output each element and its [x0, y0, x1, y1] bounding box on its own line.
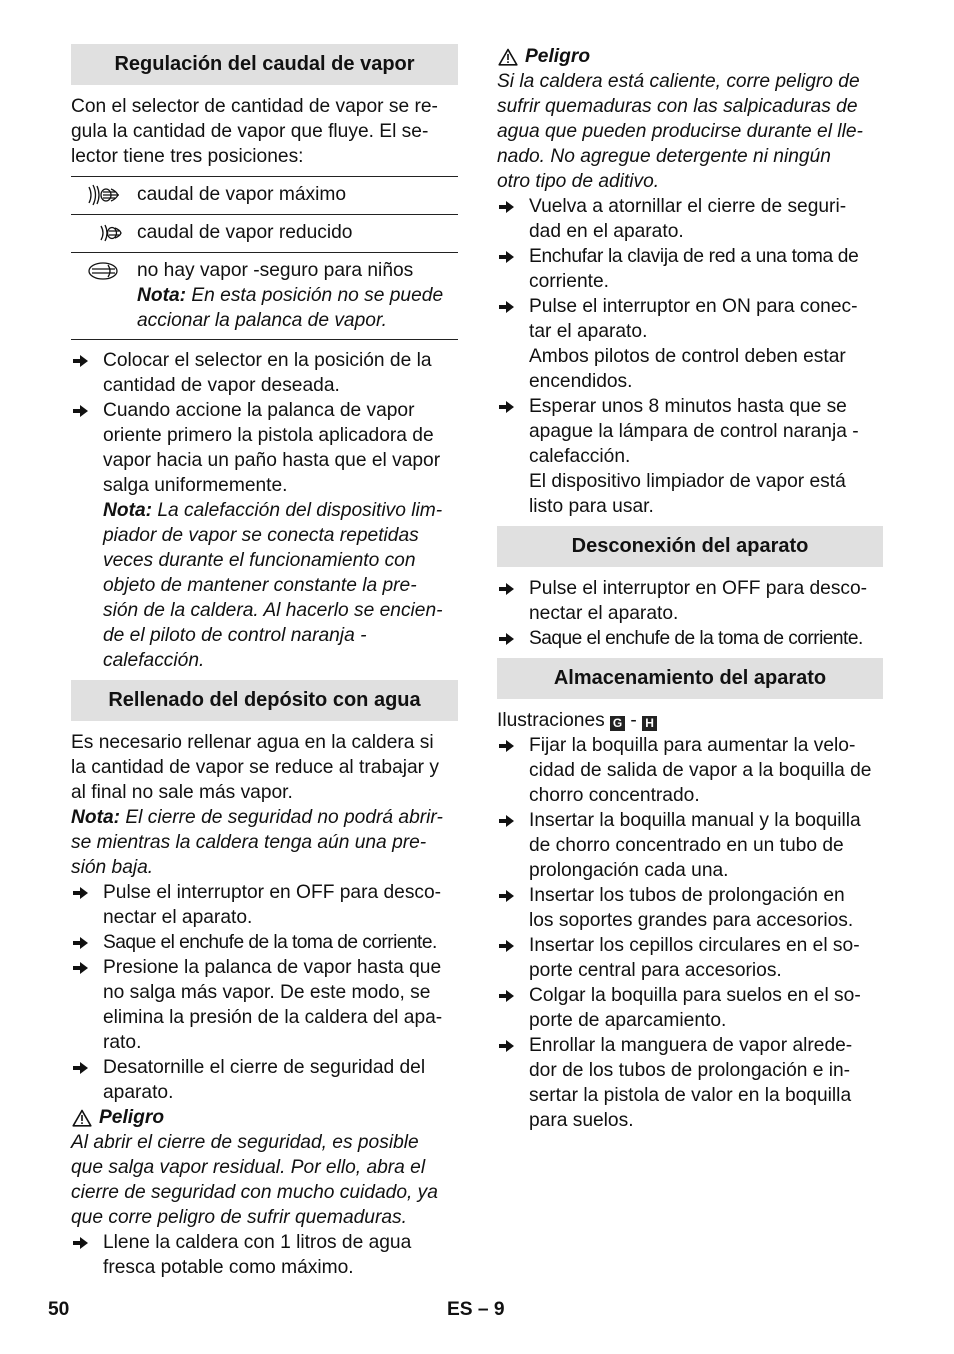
table-row	[71, 177, 458, 215]
list-item: Vuelva a atornillar el cierre de seguri- dad en el aparato.	[497, 194, 883, 244]
arrow-right-icon	[73, 886, 89, 900]
arrow-right-icon	[73, 404, 89, 418]
note: Nota: El cierre de seguridad no podrá abrir- se mientras la caldera tenga aún una pre- sión baja.	[71, 807, 443, 878]
list-item: Saque el enchufe de la toma de corriente.	[497, 626, 883, 651]
danger-heading: Peligro	[71, 1105, 458, 1130]
list-item: Enrollar la manguera de vapor alrede- dor de los tubos de prolongación e in- sertar la pistola de valor en la boquilla para suelos.	[497, 1033, 883, 1133]
left-column	[71, 44, 458, 1280]
section-heading: Desconexión del aparato	[497, 526, 883, 567]
note-label: Nota:	[137, 285, 187, 306]
arrow-right-icon	[499, 400, 515, 414]
list-item: Cuando accione la palanca de vapor oriente primero la pistola aplicadora de vapor hacia un paño hasta que el vapor salga uniformemente.	[71, 398, 458, 498]
list-item: Saque el enchufe de la toma de corriente.	[71, 930, 458, 955]
note: Nota: La calefacción del dispositivo lim- piador de vapor se conecta repetidas veces durante el funcionamiento con objeto de mantener constante la pre- sión de la caldera. Al hacerlo se encien- de el piloto de control naranja - calefacción.	[103, 500, 443, 671]
steam-settings-table	[71, 176, 458, 340]
arrow-right-icon	[499, 582, 515, 596]
danger-text: Al abrir el cierre de seguridad, es posible que salga vapor residual. Por ello, abra el cierre de seguridad con mucho cuidado, ya que corre peligro de sufrir quemaduras.	[71, 1132, 438, 1228]
arrow-right-icon	[73, 961, 89, 975]
danger-text: Si la caldera está caliente, corre peligro de sufrir quemaduras con las salpicaduras de agua que pueden producirse durante el lle- nado. No agregue detergente ni ningún otro tipo de aditivo.	[497, 71, 863, 192]
arrow-right-icon	[499, 1039, 515, 1053]
list-item: Insertar la boquilla manual y la boquilla de chorro concentrado en un tubo de prolongación cada una.	[497, 808, 883, 883]
paragraph: Con el selector de cantidad de vapor se re- gula la cantidad de vapor que fluye. El se- lector tiene tres posiciones:	[71, 96, 438, 167]
illustrations-ref: Ilustraciones G - H	[497, 708, 883, 733]
danger-heading: Peligro	[497, 44, 883, 69]
table-cell: caudal de vapor máximo	[137, 177, 458, 215]
list-item: Pulse el interruptor en OFF para desco- nectar el aparato.	[71, 880, 458, 930]
section-page-label: ES – 9	[447, 1299, 505, 1320]
warning-triangle-icon	[72, 1109, 92, 1127]
steam-reduced-icon	[71, 215, 137, 253]
arrow-right-icon	[499, 632, 515, 646]
warning-triangle-icon	[498, 48, 518, 66]
paragraph: Es necesario rellenar agua en la caldera si la cantidad de vapor se reduce al trabajar y al final no sale más vapor.	[71, 732, 439, 803]
steam-max-icon	[71, 177, 137, 215]
list-item: Presione la palanca de vapor hasta que no salga más vapor. De este modo, se elimina la presión de la caldera del apa- rato.	[71, 955, 458, 1055]
section-heading: Almacenamiento del aparato	[497, 658, 883, 699]
list-item: Colgar la boquilla para suelos en el so- porte de aparcamiento.	[497, 983, 883, 1033]
arrow-right-icon	[73, 1061, 89, 1075]
arrow-right-icon	[499, 814, 515, 828]
arrow-right-icon	[73, 936, 89, 950]
note-label: Nota:	[71, 807, 121, 828]
list-item: Desatornille el cierre de seguridad del aparato.	[71, 1055, 458, 1105]
section-heading: Regulación del caudal de vapor	[71, 44, 458, 85]
arrow-right-icon	[73, 354, 89, 368]
list-item: Llene la caldera con 1 litros de agua fresca potable como máximo.	[71, 1230, 458, 1280]
steam-off-icon	[71, 253, 137, 340]
table-row	[71, 215, 458, 253]
arrow-right-icon	[499, 300, 515, 314]
arrow-right-icon	[499, 889, 515, 903]
right-column	[497, 44, 883, 1133]
figure-label-badge: G	[610, 716, 625, 731]
list-item: Insertar los cepillos circulares en el so- porte central para accesorios.	[497, 933, 883, 983]
page-number: 50	[48, 1299, 70, 1320]
section-heading: Rellenado del depósito con agua	[71, 680, 458, 721]
table-row	[71, 253, 458, 340]
table-cell: caudal de vapor reducido	[137, 215, 458, 253]
list-item: Insertar los tubos de prolongación en los soportes grandes para accesorios.	[497, 883, 883, 933]
list-item: Colocar el selector en la posición de la cantidad de vapor deseada.	[71, 348, 458, 398]
arrow-right-icon	[499, 739, 515, 753]
figure-label-badge: H	[642, 716, 657, 731]
note-label: Nota:	[103, 500, 153, 521]
arrow-right-icon	[499, 939, 515, 953]
list-item: Esperar unos 8 minutos hasta que se apague la lámpara de control naranja - calefacción. El dispositivo limpiador de vapor está listo para usar.	[497, 394, 883, 519]
list-item: Pulse el interruptor en OFF para desco- nectar el aparato.	[497, 576, 883, 626]
list-item: Enchufar la clavija de red a una toma de corriente.	[497, 244, 883, 294]
table-cell: no hay vapor -seguro para niños Nota: En esta posición no se puede accionar la palanca de vapor.	[137, 253, 458, 340]
arrow-right-icon	[499, 200, 515, 214]
list-item: Pulse el interruptor en ON para conec- tar el aparato. Ambos pilotos de control deben estar encendidos.	[497, 294, 883, 394]
arrow-right-icon	[499, 989, 515, 1003]
arrow-right-icon	[73, 1236, 89, 1250]
arrow-right-icon	[499, 250, 515, 264]
list-item: Fijar la boquilla para aumentar la velo- cidad de salida de vapor a la boquilla de chorro concentrado.	[497, 733, 883, 808]
